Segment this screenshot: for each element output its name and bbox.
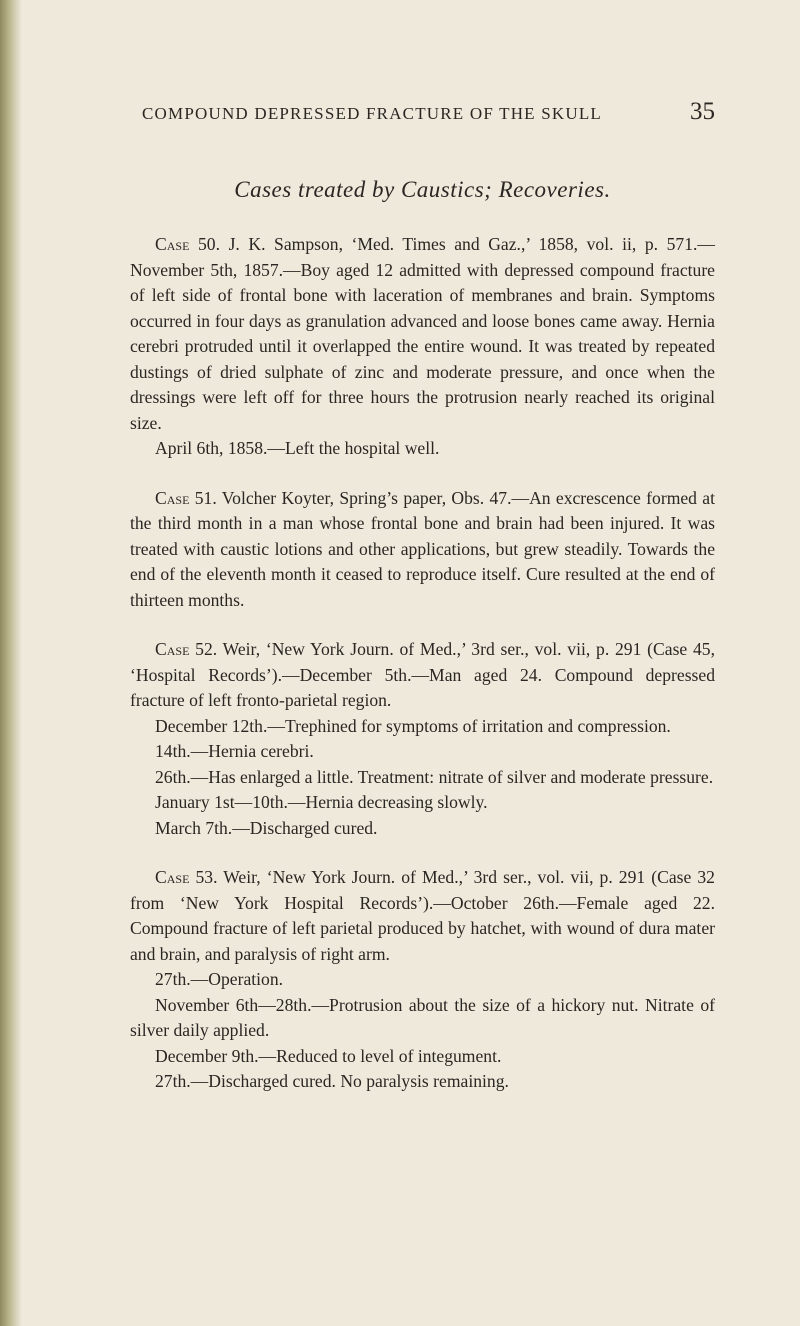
case-51	[130, 486, 715, 614]
case-paragraph: March 7th.—Discharged cured.	[155, 817, 378, 838]
case-52	[130, 637, 715, 841]
body-text	[130, 232, 715, 1119]
section-title: Cases treated by Caustics; Recoveries.	[234, 177, 611, 202]
case-label: Case 51.	[155, 487, 217, 508]
case-label: Case 53.	[155, 867, 218, 887]
case-paragraph: Case 50. J. K. Sampson, ‘Med. Times and Gaz.,’ 1858, vol. ii, p. 571.—November 5th, 1857.—Boy aged 12 admitted with depressed compound fracture of left side of frontal bone with laceration of membranes and brain. Symptoms occurred in four days as granulation advanced and loose bones came away. Hernia cerebri protruded until it overlapped the entire wound. It was treated by repeated dustings of dried sulphate of zinc and moderate pressure, and once when the dressings were left off for three hours the protrusion nearly reached its original size.	[130, 234, 715, 433]
case-label: Case 50.	[155, 234, 220, 254]
book-binding-edge	[0, 0, 22, 1326]
case-paragraph: Case 52. Weir, ‘New York Journ. of Med.,’ 3rd ser., vol. vii, p. 291 (Case 45, ‘Hospital Records’).—December 5th.—Man aged 24. Compound depressed fracture of left fronto-parietal region.	[130, 639, 715, 710]
page-number: 35	[690, 98, 715, 125]
case-53	[130, 865, 715, 1095]
case-paragraph: April 6th, 1858.—Left the hospital well.	[155, 438, 440, 458]
case-paragraph: 27th.—Discharged cured. No paralysis remaining.	[155, 1071, 509, 1091]
running-head	[130, 98, 715, 128]
case-paragraph: 26th.—Has enlarged a little. Treatment: nitrate of silver and moderate pressure.	[155, 766, 714, 787]
case-paragraph: November 6th—28th.—Protrusion about the size of a hickory nut. Nitrate of silver daily applied.	[130, 994, 715, 1040]
case-paragraph: Case 53. Weir, ‘New York Journ. of Med.,’ 3rd ser., vol. vii, p. 291 (Case 32 from ‘New York Hospital Records’).—October 26th.—Female aged 22. Compound fracture of left parietal produced by hatchet, with wound of dura mater and brain, and paralysis of right arm.	[130, 867, 715, 964]
case-50	[130, 232, 715, 462]
case-paragraph: 27th.—Operation.	[155, 969, 284, 989]
case-paragraph: 14th.—Hernia cerebri.	[155, 741, 314, 761]
case-paragraph: Case 51. Volcher Koyter, Spring’s paper, Obs. 47.—An excrescence formed at the third month in a man whose frontal bone and brain had been injured. It was treated with caustic lotions and other applications, but grew steadily. Towards the end of the eleventh month it ceased to reproduce itself. Cure resulted at the end of thirteen months.	[130, 487, 716, 610]
case-label: Case 52.	[155, 639, 218, 659]
case-paragraph: December 9th.—Reduced to level of integument.	[155, 1045, 502, 1066]
case-paragraph: January 1st—10th.—Hernia decreasing slowly.	[155, 792, 488, 812]
case-paragraph: December 12th.—Trephined for symptoms of irritation and compression.	[155, 715, 671, 736]
running-head-title: COMPOUND DEPRESSED FRACTURE OF THE SKULL	[142, 104, 602, 123]
